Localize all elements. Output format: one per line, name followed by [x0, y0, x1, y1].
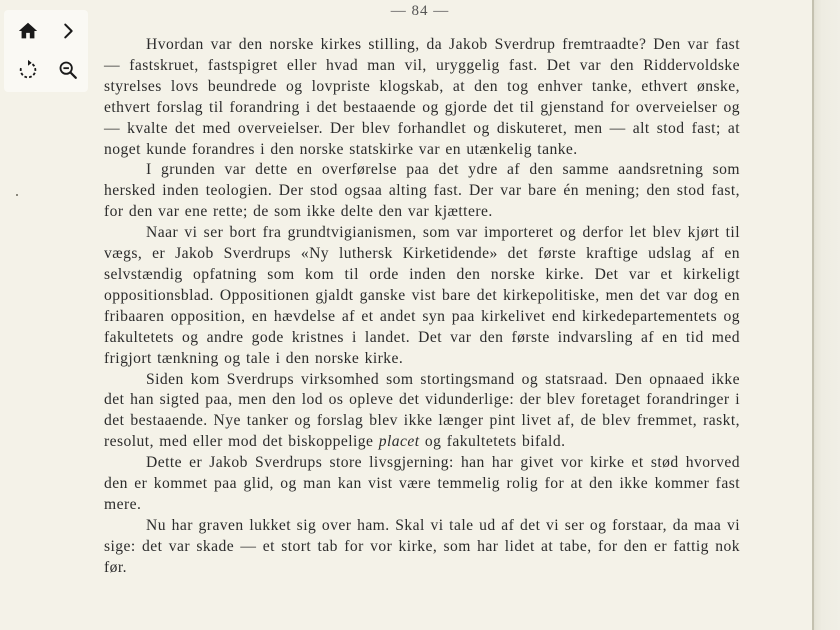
home-button[interactable] — [12, 15, 44, 47]
page-edge — [812, 0, 840, 630]
paragraph-text: og fakultetets bifald. — [419, 433, 566, 451]
body-text — [104, 35, 740, 579]
home-icon — [17, 20, 39, 42]
paragraph-text: Siden kom Sverdrups virksomhed som stortingsmand og statsraad. Den opnaaed ikke det han sigted paa, men den lod os opleve det vidunderlige: der blev foretaget forandringer i det bestaaende. Nye tanker og forslag blev ikke længer pint livet af, de blev fremmet, raskt, resolut, med eller mod det biskoppelige — [104, 370, 740, 451]
page-number: — 84 — — [390, 3, 450, 19]
next-page-button[interactable] — [52, 15, 84, 47]
rotate-button[interactable] — [12, 54, 44, 86]
italic-word: placet — [378, 433, 420, 451]
zoom-out-button[interactable] — [52, 54, 84, 86]
zoom-out-icon — [57, 59, 79, 81]
paragraph: Nu har graven lukket sig over ham. Skal vi tale ud af det vi ser og forstaar, da maa vi sige: det var skade — et stort tab for vor kirke, som har lidet at tabe, for den er fattig nok før. — [104, 516, 740, 576]
paragraph: Naar vi ser bort fra grundtvigianismen, som var importeret og derfor let blev kjørt til vægs, er Jakob Sverdrups «Ny luthersk Kirketidende» det første kraftige udslag af en selvstændig opfatning som kom til orde inden den norske kirke. Det var et kirkeligt oppositionsblad. Oppositionen gjaldt ganske vist bare det kirkepolitiske, men det var dog en fribaaren opposition, en hævdelse af et andet syn paa kirkelivet end kirkedepartementets og fakultetets og andre gode kristnes i landet. Det var den første indvarsling af en tid med frigjort tænkning og tale i den norske kirke. — [104, 224, 740, 367]
paper-speck — [16, 194, 18, 196]
chevron-right-icon — [57, 20, 79, 42]
page-edge-line — [812, 0, 814, 630]
paragraph: I grunden var dette en overførelse paa det ydre af den samme aandsretning som hersked inden teologien. Der stod ogsaa alting fast. Der var bare én mening; den stod fast, for den var ene rette; de som ikke delte den var kjættere. — [104, 161, 740, 221]
paragraph — [104, 370, 740, 454]
paragraph: Hvordan var den norske kirkes stilling, da Jakob Sverdrup fremtraadte? Den var fast — fastskruet, fastspigret eller hvad man vil, uryggelig fast. Det var den Riddervoldske styrelses lovs beundrede og lovpriste klogskab, at den tog enhver tanke, ethvert ønske, ethvert forslag til forandring i det bestaaende og gjorde det til gjenstand for overveielser og — kvalte det med overveielser. Der blev forhandlet og diskuteret, men — alt stod fast; at noget kunde forandres i den norske statskirke var en utænkelig tanke. — [104, 36, 740, 158]
viewer-toolbar — [4, 10, 88, 92]
paragraph: Dette er Jakob Sverdrups store livsgjerning: han har givet vor kirke et stød hvorved den er kommet paa glid, og man kan vist være temmelig rolig for at den ikke kommer fast mere. — [104, 454, 740, 513]
rotate-icon — [17, 59, 39, 81]
